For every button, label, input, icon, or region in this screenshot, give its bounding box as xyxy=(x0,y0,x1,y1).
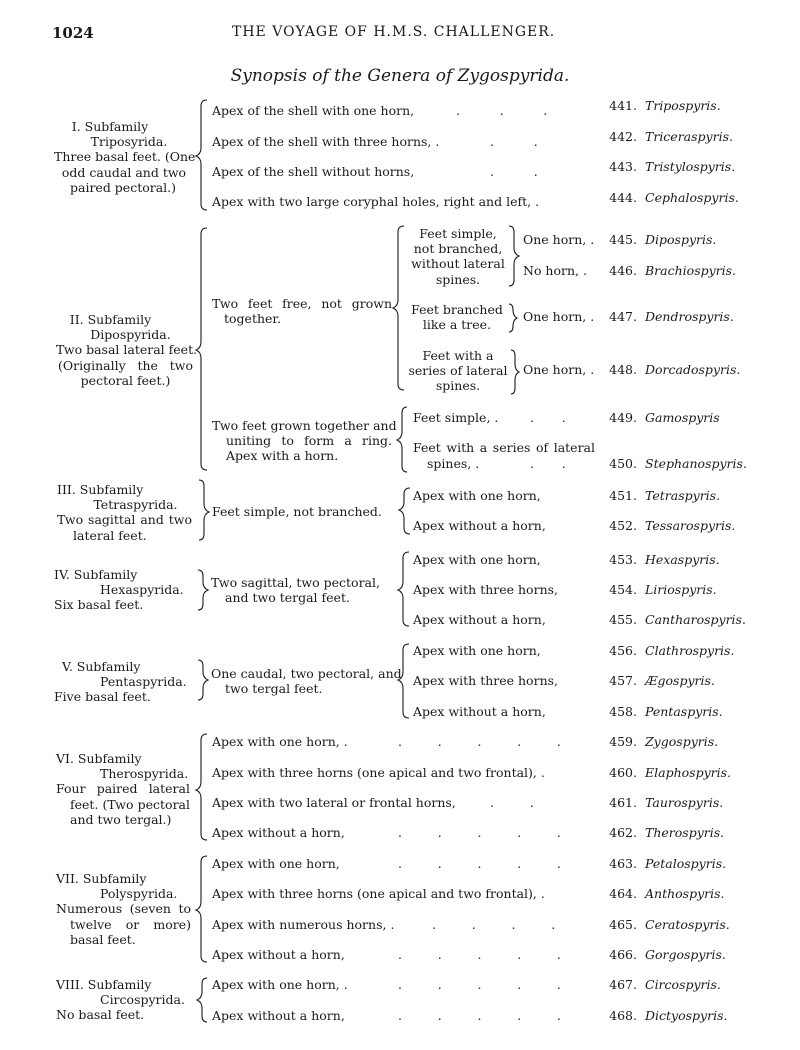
subfamily-desc: Four paired lateral xyxy=(56,781,190,797)
genus-number: 465. xyxy=(609,917,637,932)
genus-number: 446. xyxy=(609,263,637,278)
group-feet-simple: Feet simple, not branched. xyxy=(212,504,382,519)
subfamily-name: Polyspyrida. xyxy=(100,886,178,902)
feet-line: spines. xyxy=(435,378,481,394)
genus-number: 441. xyxy=(609,98,637,113)
subfamily-desc: Five basal feet. xyxy=(54,689,151,705)
feet-line: without lateral xyxy=(411,256,505,272)
genus-number: 462. xyxy=(609,825,637,840)
brace-left xyxy=(196,100,207,210)
subfamily-desc: Numerous (seven to xyxy=(56,901,191,917)
subfamily-desc: Two sagittal and two xyxy=(57,512,192,528)
leader-dots: . . xyxy=(490,795,534,810)
apex-467: Apex with one horn, . xyxy=(212,977,348,992)
leader-dots: . . . . . xyxy=(398,1008,561,1023)
brace-left xyxy=(196,734,207,840)
subfamily-3 xyxy=(57,482,192,543)
subfamily-heading: VIII. Subfamily xyxy=(56,977,152,992)
apex-456: Apex with one horn, xyxy=(413,643,541,658)
brace-left xyxy=(196,228,207,470)
genus-number: 461. xyxy=(609,795,637,810)
leader-dots: . . . xyxy=(456,103,548,118)
genus-number: 467. xyxy=(609,977,637,992)
group-line: Two feet grown together and xyxy=(212,418,397,433)
short-horn-446: No horn, . xyxy=(523,263,587,278)
subfamily-4 xyxy=(54,567,189,613)
group-line: and two tergal feet. xyxy=(225,590,350,606)
apex-452: Apex without a horn, xyxy=(413,518,546,533)
apex-443: Apex of the shell without horns, xyxy=(212,164,415,179)
genus-name: Tetraspyris. xyxy=(645,488,721,503)
group-sagittal-pectoral xyxy=(211,575,393,605)
genus-number: 464. xyxy=(609,886,637,901)
leader-dots: . . . . . xyxy=(398,825,561,840)
genus-number: 455. xyxy=(609,612,637,627)
leader-dots: . . . . . xyxy=(398,977,561,992)
brace-left xyxy=(196,856,207,962)
genus-name: Ceratospyris. xyxy=(645,917,730,932)
genus-name: Therospyris. xyxy=(645,825,725,840)
genus-number: 453. xyxy=(609,552,637,567)
subfamily-desc: basal feet. xyxy=(70,931,136,947)
page-number: 1024 xyxy=(52,24,94,42)
feet-line: Feet simple, xyxy=(419,226,497,241)
genus-number: 448. xyxy=(609,362,637,377)
group-line: Two sagittal, two pectoral, xyxy=(211,575,380,590)
leader-dots: . . xyxy=(490,164,538,179)
subfamily-name: Hexaspyrida. xyxy=(100,582,184,598)
genus-name: Stephanospyris. xyxy=(645,456,747,471)
subfamily-1 xyxy=(54,119,194,195)
leader-dots: . . . . . xyxy=(398,947,561,962)
subfamily-2 xyxy=(56,312,198,388)
genus-number: 443. xyxy=(609,159,637,174)
subfamily-desc: odd caudal and two xyxy=(61,164,187,180)
ring-feet-simple: Feet simple, . xyxy=(413,410,499,425)
brace-left xyxy=(398,552,409,626)
brace-right xyxy=(199,480,209,540)
genus-number: 447. xyxy=(609,309,637,324)
feet-spines-desc xyxy=(404,348,512,394)
subfamily-desc: Two basal lateral feet. xyxy=(56,342,198,358)
ring-feet-spines: spines, . xyxy=(427,456,480,471)
genus-number: 444. xyxy=(609,190,637,205)
subfamily-5 xyxy=(54,659,189,705)
genus-name: Ægospyris. xyxy=(645,673,715,688)
feet-line: Feet branched xyxy=(411,302,503,317)
genus-name: Cephalospyris. xyxy=(645,190,739,205)
subfamily-desc: feet. (Two pectoral xyxy=(70,796,190,812)
genus-name: Clathrospyris. xyxy=(645,643,735,658)
genus-number: 449. xyxy=(609,410,637,425)
genus-name: Dipospyris. xyxy=(645,232,717,247)
apex-459: Apex with one horn, . xyxy=(212,734,348,749)
brace-right xyxy=(509,304,517,332)
genus-name: Petalospyris. xyxy=(645,856,727,871)
genus-name: Dictyospyris. xyxy=(645,1008,728,1023)
apex-465: Apex with numerous horns, . xyxy=(212,917,395,932)
genus-name: Dorcadospyris. xyxy=(645,362,741,377)
group-line: Apex with a horn. xyxy=(226,448,339,464)
subfamily-heading: II. Subfamily xyxy=(69,312,152,327)
genus-number: 463. xyxy=(609,856,637,871)
subfamily-desc: No basal feet. xyxy=(56,1007,145,1023)
group-line: uniting to form a ring. xyxy=(226,433,392,449)
apex-460: Apex with three horns (one apical and two frontal), . xyxy=(212,765,545,780)
subfamily-name: Pentaspyrida. xyxy=(100,674,187,690)
brace-left xyxy=(197,978,207,1022)
subfamily-name: Dipospyrida. xyxy=(90,327,171,343)
genus-name: Hexaspyris. xyxy=(645,552,720,567)
genus-number: 442. xyxy=(609,129,637,144)
genus-name: Anthospyris. xyxy=(645,886,725,901)
genus-name: Zygospyris. xyxy=(645,734,719,749)
genus-name: Circospyris. xyxy=(645,977,721,992)
brace-left xyxy=(393,226,404,390)
brace-right xyxy=(511,350,519,394)
leader-dots: . . . . xyxy=(432,917,556,932)
subfamily-heading: V. Subfamily xyxy=(62,659,141,674)
genus-number: 445. xyxy=(609,232,637,247)
apex-457: Apex with three horns, xyxy=(413,673,559,688)
genus-name: Tripospyris. xyxy=(645,98,721,113)
group-caudal-pectoral xyxy=(211,666,402,697)
ring-feet-series: Feet with a series of lateral xyxy=(413,440,595,455)
genus-name: Gorgospyris. xyxy=(645,947,726,962)
leader-dots: . . xyxy=(530,410,566,425)
brace-left xyxy=(397,407,407,472)
running-title: THE VOYAGE OF H.M.S. CHALLENGER. xyxy=(232,24,556,40)
subfamily-desc: paired pectoral.) xyxy=(70,179,177,195)
short-horn-445: One horn, . xyxy=(523,232,595,247)
short-horn-448: One horn, . xyxy=(523,362,595,377)
genus-number: 468. xyxy=(609,1008,637,1023)
genus-number: 451. xyxy=(609,488,637,503)
subfamily-desc: and two tergal.) xyxy=(70,811,172,827)
apex-442: Apex of the shell with three horns, . xyxy=(212,134,440,149)
subfamily-heading: VII. Subfamily xyxy=(56,871,147,886)
feet-line: spines. xyxy=(435,271,481,287)
genus-name: Brachiospyris. xyxy=(645,263,737,278)
genus-number: 450. xyxy=(609,456,637,471)
subfamily-desc: pectoral feet.) xyxy=(80,372,171,388)
feet-simple-desc xyxy=(405,226,511,287)
subfamily-6 xyxy=(56,751,190,827)
feet-line: Feet with a xyxy=(422,348,494,363)
leader-dots: . . xyxy=(490,134,538,149)
subfamily-name: Triposyrida. xyxy=(90,134,168,150)
apex-454: Apex with three horns, xyxy=(413,582,559,597)
feet-line: series of lateral xyxy=(408,363,508,379)
genus-name: Dendrospyris. xyxy=(645,309,734,324)
subfamily-7 xyxy=(56,871,191,947)
group-line: One caudal, two pectoral, and xyxy=(211,666,402,681)
apex-441: Apex of the shell with one horn, xyxy=(212,103,415,118)
genus-number: 459. xyxy=(609,734,637,749)
subfamily-desc: Six basal feet. xyxy=(54,597,144,613)
subfamily-heading: VI. Subfamily xyxy=(56,751,142,766)
genus-number: 460. xyxy=(609,765,637,780)
genus-number: 457. xyxy=(609,673,637,688)
subfamily-desc: (Originally the two xyxy=(58,357,193,373)
genus-name: Cantharospyris. xyxy=(645,612,746,627)
genus-number: 466. xyxy=(609,947,637,962)
feet-branched-desc xyxy=(406,302,508,332)
subfamily-heading: III. Subfamily xyxy=(57,482,144,497)
group-line: together. xyxy=(224,311,281,327)
leader-dots: . . xyxy=(530,456,566,471)
feet-line: not branched, xyxy=(413,241,503,257)
subfamily-name: Tetraspyrida. xyxy=(93,497,178,513)
brace-left xyxy=(398,644,409,718)
genus-name: Gamospyris xyxy=(645,410,720,425)
genus-name: Liriospyris. xyxy=(645,582,717,597)
subfamily-heading: I. Subfamily xyxy=(71,119,149,134)
apex-466: Apex without a horn, xyxy=(212,947,345,962)
apex-464: Apex with three horns (one apical and two frontal), . xyxy=(212,886,545,901)
genus-number: 458. xyxy=(609,704,637,719)
subfamily-8 xyxy=(56,977,196,1023)
brace-right xyxy=(198,660,208,700)
brace-left xyxy=(399,488,410,534)
apex-461: Apex with two lateral or frontal horns, xyxy=(212,795,456,810)
group-line: two tergal feet. xyxy=(225,681,323,697)
genus-number: 452. xyxy=(609,518,637,533)
subfamily-heading: IV. Subfamily xyxy=(54,567,138,582)
genus-name: Tessarospyris. xyxy=(645,518,736,533)
feet-line: like a tree. xyxy=(422,317,492,333)
subfamily-name: Circospyrida. xyxy=(100,992,185,1008)
apex-455: Apex without a horn, xyxy=(413,612,546,627)
genus-number: 454. xyxy=(609,582,637,597)
group-feet-free xyxy=(212,296,392,326)
short-horn-447: One horn, . xyxy=(523,309,595,324)
brace-right xyxy=(198,570,208,610)
subfamily-desc: Three basal feet. (One xyxy=(54,149,196,165)
subfamily-desc: twelve or more) xyxy=(70,916,191,932)
genus-name: Elaphospyris. xyxy=(645,765,731,780)
apex-458: Apex without a horn, xyxy=(413,704,546,719)
apex-451: Apex with one horn, xyxy=(413,488,541,503)
genus-name: Tristylospyris. xyxy=(645,159,736,174)
apex-444: Apex with two large coryphal holes, right and left, . xyxy=(212,194,540,209)
genus-name: Triceraspyris. xyxy=(645,129,733,144)
leader-dots: . . . . . xyxy=(398,856,561,871)
synopsis-title: Synopsis of the Genera of Zygospyrida. xyxy=(230,66,570,86)
apex-453: Apex with one horn, xyxy=(413,552,541,567)
leader-dots: . . . . . xyxy=(398,734,561,749)
genus-number: 456. xyxy=(609,643,637,658)
subfamily-name: Therospyrida. xyxy=(100,766,189,782)
genus-name: Taurospyris. xyxy=(645,795,724,810)
group-feet-ring xyxy=(212,418,397,464)
genus-name: Pentaspyris. xyxy=(645,704,723,719)
apex-463: Apex with one horn, xyxy=(212,856,340,871)
apex-468: Apex without a horn, xyxy=(212,1008,345,1023)
subfamily-desc: lateral feet. xyxy=(73,527,147,543)
group-line: Two feet free, not grown xyxy=(212,296,392,311)
apex-462: Apex without a horn, xyxy=(212,825,345,840)
